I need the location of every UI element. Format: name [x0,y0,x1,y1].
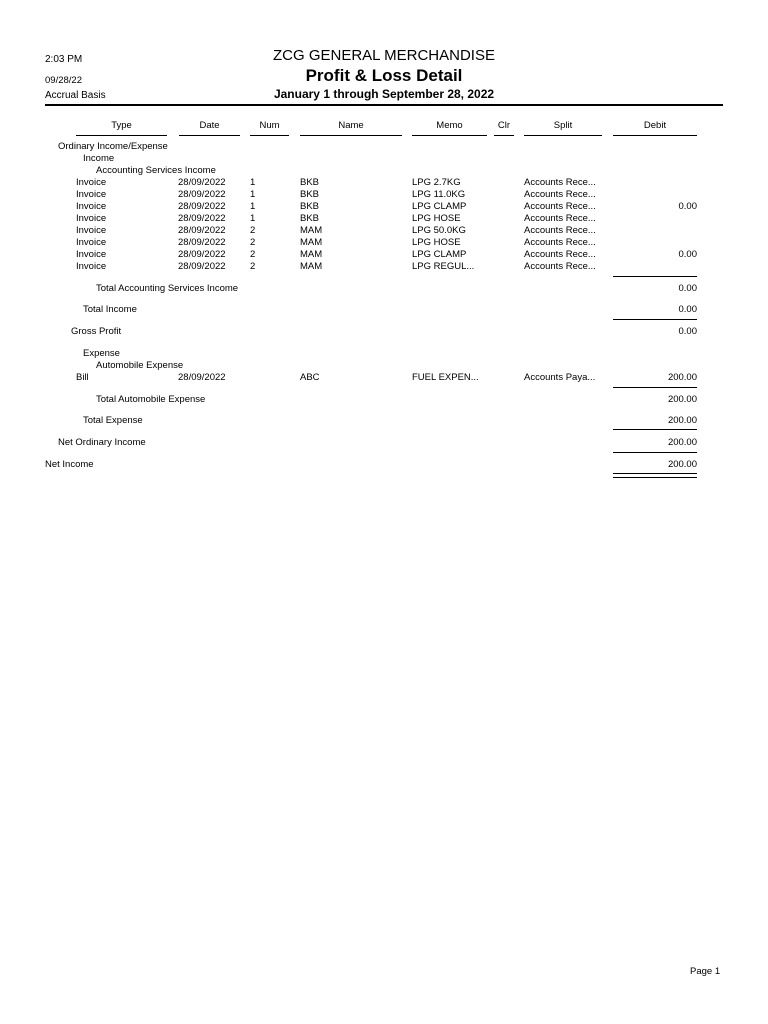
subtotal-rule-income [613,319,697,320]
cell-memo: LPG 11.0KG [412,189,466,200]
cell-split: Accounts Rece... [524,237,596,248]
page-number: Page 1 [690,966,721,977]
cell-num: 1 [250,201,256,212]
cell-memo: LPG CLAMP [412,249,467,260]
col-split-rule [524,135,602,136]
col-debit-rule [613,135,697,136]
cell-num: 2 [250,261,256,272]
cell-split: Accounts Rece... [524,261,596,272]
cell-name: MAM [300,249,323,260]
cell-memo: LPG 50.0KG [412,225,466,236]
cell-date: 28/09/2022 [178,225,226,236]
cell-num: 2 [250,249,256,260]
total-acct-services-label: Total Accounting Services Income [96,283,239,294]
total-auto-expense-label: Total Automobile Expense [96,394,206,405]
col-split: Split [553,120,573,131]
cell-name: MAM [300,237,323,248]
total-income-amount: 0.00 [678,304,697,315]
col-name-rule [300,135,402,136]
cell-name: MAM [300,225,323,236]
total-acct-services-amount: 0.00 [678,283,697,294]
cell-date: 28/09/2022 [178,261,226,272]
company-name: ZCG GENERAL MERCHANDISE [273,47,495,64]
subtotal-rule-acct [613,276,697,277]
cell-memo: LPG REGUL... [412,261,475,272]
cell-memo: LPG 2.7KG [412,177,461,188]
gross-profit-label: Gross Profit [71,326,122,337]
cell-split: Accounts Rece... [524,249,596,260]
cell-num: 1 [250,177,256,188]
cell-split: Accounts Rece... [524,177,596,188]
cell-name: BKB [300,177,320,188]
cell-name: MAM [300,261,323,272]
report-time: 2:03 PM [45,54,83,65]
cell-type: Invoice [76,237,107,248]
cell-memo: FUEL EXPEN... [412,372,479,383]
col-date-rule [179,135,240,136]
report-basis: Accrual Basis [45,90,106,101]
cell-memo: LPG HOSE [412,213,461,224]
cell-split: Accounts Rece... [524,201,596,212]
total-auto-expense-amount: 200.00 [667,394,697,405]
section-acct-services: Accounting Services Income [96,165,216,176]
cell-type: Bill [76,372,89,383]
subtotal-rule-expense [613,429,697,430]
cell-num: 1 [250,213,256,224]
cell-num: 2 [250,225,256,236]
col-debit: Debit [643,120,667,131]
cell-name: BKB [300,189,320,200]
cell-debit: 200.00 [667,372,697,383]
cell-date: 28/09/2022 [178,249,226,260]
report-period: January 1 through September 28, 2022 [273,87,495,101]
cell-debit: 0.00 [678,249,697,260]
total-income-label: Total Income [83,304,137,315]
net-income-label: Net Income [45,459,94,470]
cell-date: 28/09/2022 [178,213,226,224]
cell-name: BKB [300,201,320,212]
net-income-amount: 200.00 [667,459,697,470]
cell-split: Accounts Paya... [524,372,596,383]
col-clr: Clr [497,120,511,131]
net-ordinary-amount: 200.00 [667,437,697,448]
net-income-double-rule [613,473,697,478]
cell-memo: LPG HOSE [412,237,461,248]
cell-date: 28/09/2022 [178,189,226,200]
cell-date: 28/09/2022 [178,372,226,383]
subtotal-rule-auto [613,387,697,388]
cell-split: Accounts Rece... [524,225,596,236]
cell-type: Invoice [76,189,107,200]
cell-type: Invoice [76,177,107,188]
col-name: Name [338,120,364,131]
net-ordinary-label: Net Ordinary Income [58,437,146,448]
gross-profit-amount: 0.00 [678,326,697,337]
col-type: Type [111,120,132,131]
cell-debit: 0.00 [678,201,697,212]
cell-name: ABC [300,372,320,383]
col-memo-rule [412,135,487,136]
cell-date: 28/09/2022 [178,237,226,248]
cell-type: Invoice [76,249,107,260]
section-income: Income [83,153,115,164]
cell-type: Invoice [76,225,107,236]
report-title: Profit & Loss Detail [305,66,463,85]
col-num: Num [259,120,280,131]
cell-type: Invoice [76,213,107,224]
cell-split: Accounts Rece... [524,213,596,224]
section-ordinary: Ordinary Income/Expense [58,141,168,152]
cell-name: BKB [300,213,320,224]
col-memo: Memo [436,120,463,131]
total-expense-label: Total Expense [83,415,143,426]
section-expense: Expense [83,348,120,359]
cell-date: 28/09/2022 [178,201,226,212]
cell-memo: LPG CLAMP [412,201,467,212]
col-date: Date [199,120,220,131]
section-auto-expense: Automobile Expense [96,360,184,371]
subtotal-rule-net-ordinary [613,452,697,453]
col-num-rule [250,135,289,136]
header-rule [45,104,723,106]
report-date: 09/28/22 [45,75,82,86]
col-clr-rule [494,135,514,136]
col-type-rule [76,135,167,136]
cell-date: 28/09/2022 [178,177,226,188]
cell-num: 2 [250,237,256,248]
cell-type: Invoice [76,261,107,272]
cell-type: Invoice [76,201,107,212]
total-expense-amount: 200.00 [667,415,697,426]
cell-split: Accounts Rece... [524,189,596,200]
cell-num: 1 [250,189,256,200]
